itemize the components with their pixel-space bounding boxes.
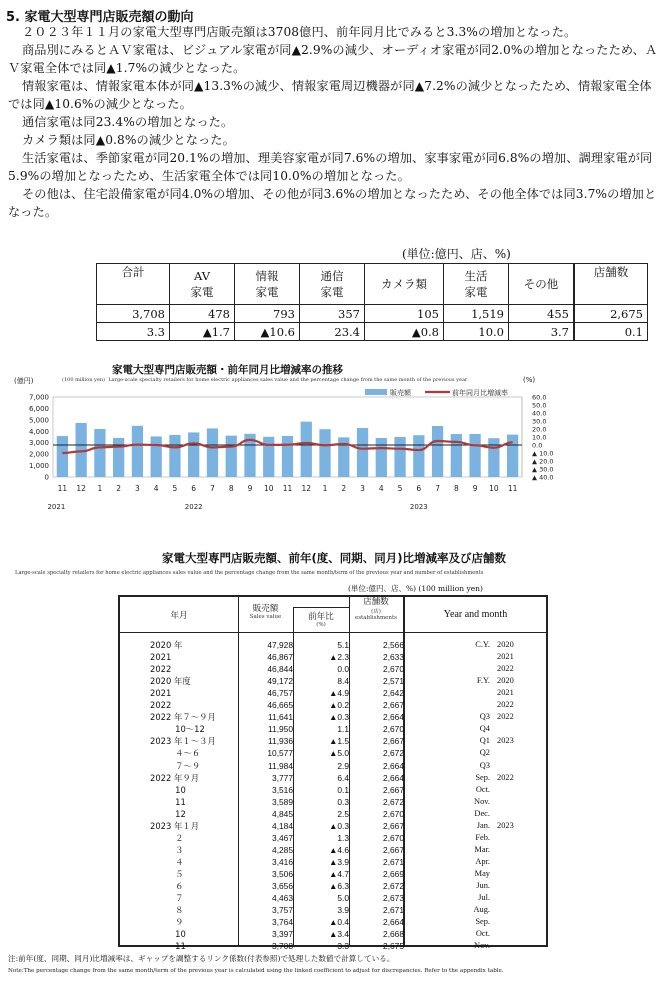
cell-change: 5.0 bbox=[337, 893, 349, 904]
cell-change: ▲4.9 bbox=[329, 688, 349, 699]
cell-period: ５ bbox=[150, 868, 184, 879]
cell-stores: 2,668 bbox=[383, 929, 404, 940]
summary-change: 0.1 bbox=[574, 323, 648, 341]
cell-en-a: Q3 bbox=[479, 760, 490, 770]
cell-sales: 3,589 bbox=[272, 796, 293, 807]
paragraph: ２０２３年１１月の家電大型専門店販売額は3708億円、前年同月比でみると3.3%の増加となった。 bbox=[22, 25, 577, 39]
cell-sales: 3,516 bbox=[272, 784, 293, 795]
cell-period: ２ bbox=[150, 832, 184, 843]
bar bbox=[57, 436, 68, 477]
cell-sales: 3,506 bbox=[272, 868, 293, 879]
cell-stores: 2,670 bbox=[383, 724, 404, 735]
cell-period: ３ bbox=[150, 844, 184, 855]
cell-period: ４ bbox=[150, 856, 184, 867]
cell-sales: 3,777 bbox=[272, 772, 293, 783]
cell-en-b: 2021 bbox=[497, 688, 514, 698]
x-tick-label: 2 bbox=[116, 484, 122, 493]
cell-stores: 2,672 bbox=[383, 748, 404, 759]
y-tick-label: 3,000 bbox=[28, 439, 49, 448]
bar bbox=[113, 438, 124, 477]
cell-change: ▲4.6 bbox=[329, 844, 349, 855]
cell-period: ９ bbox=[150, 917, 184, 928]
year-label: 2021 bbox=[47, 503, 66, 511]
cell-sales: 4,285 bbox=[272, 844, 293, 855]
paragraph: カメラ類は同▲0.8%の減少となった。 bbox=[22, 133, 235, 147]
cell-stores: 2,664 bbox=[383, 772, 404, 783]
cell-sales: 46,757 bbox=[267, 688, 293, 699]
detail-table bbox=[118, 595, 548, 952]
cell-stores: 2,667 bbox=[383, 844, 404, 855]
table-row bbox=[120, 747, 550, 759]
y2-tick-label: 30.0 bbox=[532, 417, 547, 426]
cell-sales: 11,984 bbox=[268, 760, 293, 771]
table-row bbox=[120, 711, 550, 723]
bar bbox=[488, 438, 499, 477]
cell-en-a: Q4 bbox=[479, 724, 490, 734]
x-tick-label: 10 bbox=[489, 484, 499, 493]
paragraph: その他は、住宅設備家電が同4.0%の増加、その他が同3.6%の増加となったため、その他全体では同3.7%の増加となった。 bbox=[8, 187, 657, 219]
chart-y-unit-en: (100 million yen) bbox=[62, 377, 105, 383]
cell-period: 11 bbox=[150, 941, 186, 952]
summary-change: 23.4 bbox=[300, 323, 365, 341]
summary-value: 455 bbox=[509, 305, 575, 323]
cell-period: 2022 bbox=[150, 700, 172, 711]
y-tick-label: 1,000 bbox=[28, 462, 49, 471]
bar bbox=[282, 436, 293, 477]
cell-stores: 2,664 bbox=[383, 760, 404, 771]
cell-stores: 2,667 bbox=[383, 784, 404, 795]
table-row bbox=[120, 820, 550, 832]
x-tick-label: 6 bbox=[416, 484, 422, 493]
y-tick-label: 5,000 bbox=[28, 416, 49, 425]
table-row bbox=[120, 687, 550, 699]
x-tick-label: 5 bbox=[397, 484, 403, 493]
y2-tick-label: ▲ 20.0 bbox=[532, 457, 554, 466]
cell-change: ▲6.3 bbox=[329, 881, 349, 891]
table-row bbox=[120, 723, 550, 735]
cell-stores: 2,670 bbox=[383, 808, 404, 819]
x-tick-label: 9 bbox=[472, 484, 478, 493]
summary-header: 情報 家電 bbox=[235, 264, 300, 305]
summary-change: 10.0 bbox=[444, 323, 509, 341]
bar bbox=[394, 437, 405, 477]
header-stores-unit: (店) bbox=[371, 609, 381, 615]
cell-stores: 2,670 bbox=[383, 832, 404, 843]
chart-y-unit: (億円) bbox=[14, 377, 34, 385]
section-heading: 5. 家電大型専門店販売額の動向 bbox=[6, 10, 194, 25]
table-row bbox=[120, 928, 550, 940]
cell-period: 10 bbox=[150, 784, 186, 795]
summary-change: ▲10.6 bbox=[235, 323, 300, 341]
cell-en-b: 2020 bbox=[497, 676, 514, 686]
table-row bbox=[120, 735, 550, 747]
bar bbox=[151, 436, 162, 477]
bar bbox=[263, 437, 274, 477]
cell-change: 0.3 bbox=[337, 796, 349, 807]
cell-stores: 2,675 bbox=[383, 941, 404, 952]
bar bbox=[319, 429, 330, 477]
cell-period: 2022 年９月 bbox=[150, 772, 200, 783]
summary-change: ▲0.8 bbox=[365, 323, 444, 341]
cell-stores: 2,672 bbox=[383, 796, 404, 807]
cell-period: ８ bbox=[150, 905, 184, 916]
cell-period: 11 bbox=[150, 796, 186, 807]
cell-sales: 3,708 bbox=[272, 941, 293, 952]
table-row bbox=[120, 856, 550, 868]
detail-table-title: 家電大型専門店販売額、前年(度、同期、同月)比増減率及び店舗数 bbox=[161, 551, 506, 565]
cell-en-a: Mar. bbox=[474, 844, 490, 854]
bar bbox=[376, 438, 387, 477]
x-tick-label: 8 bbox=[453, 484, 459, 493]
x-tick-label: 1 bbox=[97, 484, 103, 493]
cell-en-a: May bbox=[474, 868, 490, 878]
summary-header: 生活 家電 bbox=[444, 264, 509, 305]
x-tick-label: 2 bbox=[341, 484, 347, 493]
cell-sales: 11,641 bbox=[268, 712, 293, 723]
paragraph: 生活家電は、季節家電が同20.1%の増加、理美容家電が同7.6%の増加、家事家電が同6.8%の増加、調理家電が同5.9%の増加となったため、生活家電全体では同10.0%の増加となった。 bbox=[8, 151, 653, 183]
cell-en-a: Sep. bbox=[475, 917, 490, 927]
summary-value: 793 bbox=[235, 305, 300, 323]
table-row bbox=[120, 796, 550, 808]
header-stores bbox=[349, 595, 403, 621]
cell-stores: 2,667 bbox=[383, 700, 404, 711]
x-tick-label: 9 bbox=[247, 484, 253, 493]
header-change bbox=[293, 610, 349, 628]
cell-sales: 46,665 bbox=[267, 700, 293, 711]
cell-change: 3.9 bbox=[337, 905, 349, 916]
cell-en-b: 2020 bbox=[497, 640, 514, 649]
table-row bbox=[120, 699, 550, 711]
cell-period: ４～６ bbox=[150, 748, 201, 759]
x-tick-label: 5 bbox=[172, 484, 178, 493]
chart-y2-unit: (%) bbox=[523, 376, 536, 384]
header-change-jp: 前年比 bbox=[308, 612, 334, 622]
x-tick-label: 3 bbox=[135, 484, 140, 493]
table-row bbox=[120, 916, 550, 928]
x-tick-label: 12 bbox=[76, 484, 86, 493]
table-row bbox=[120, 772, 550, 784]
y-tick-label: 7,000 bbox=[28, 393, 49, 402]
cell-period: ６ bbox=[150, 881, 184, 891]
cell-stores: 2,671 bbox=[383, 856, 404, 867]
summary-value: 1,519 bbox=[444, 305, 509, 323]
summary-header: カメラ類 bbox=[365, 264, 444, 305]
y2-tick-label: ▲ 30.0 bbox=[532, 465, 554, 474]
summary-header: 通信 家電 bbox=[300, 264, 365, 305]
cell-en-a: Jun. bbox=[476, 881, 490, 890]
summary-table bbox=[96, 263, 648, 341]
table-row bbox=[120, 639, 550, 651]
bar bbox=[94, 429, 105, 477]
cell-en-b: 2023 bbox=[497, 736, 514, 746]
table-row bbox=[120, 760, 550, 772]
summary-change: 3.7 bbox=[509, 323, 575, 341]
cell-period: 2020 年度 bbox=[150, 676, 191, 687]
cell-change: 3.3 bbox=[337, 941, 349, 952]
summary-value: 357 bbox=[300, 305, 365, 323]
detail-table-unit: (単位:億円、店、%) (100 million yen) bbox=[348, 584, 483, 593]
summary-unit: (単位:億円、店、%) bbox=[402, 247, 511, 261]
cell-stores: 2,669 bbox=[383, 868, 404, 879]
cell-change: 8.4 bbox=[337, 676, 349, 687]
cell-en-a: Oct. bbox=[475, 784, 490, 794]
cell-sales: 3,416 bbox=[272, 856, 293, 867]
x-tick-label: 4 bbox=[378, 484, 384, 493]
cell-en-b: 2021 bbox=[497, 652, 514, 662]
sales-chart bbox=[0, 385, 668, 545]
x-tick-label: 11 bbox=[282, 484, 293, 493]
cell-en-a: C.Y. bbox=[475, 640, 490, 649]
bar bbox=[451, 434, 462, 477]
cell-sales: 46,867 bbox=[267, 652, 293, 663]
y2-tick-label: 10.0 bbox=[532, 433, 547, 442]
table-row bbox=[120, 832, 550, 844]
y2-tick-label: 0.0 bbox=[532, 441, 543, 450]
note-en: Note:The percentage change from the same month/term of the previous year is calculated using the linked coefficient to adjust for discrepancies. Refer to the appendix table. bbox=[8, 968, 504, 974]
bar bbox=[169, 435, 180, 477]
cell-period: 10 bbox=[150, 929, 186, 940]
cell-sales: 11,936 bbox=[268, 736, 293, 747]
summary-value: 105 bbox=[365, 305, 444, 323]
cell-change: ▲5.0 bbox=[329, 748, 349, 759]
table-row bbox=[120, 904, 550, 916]
cell-en-a: Jan. bbox=[476, 820, 490, 830]
legend-bar-label: 販売額 bbox=[390, 389, 411, 397]
bar bbox=[132, 426, 143, 477]
cell-period: 2020 年 bbox=[150, 640, 183, 650]
cell-en-a: Nov. bbox=[474, 941, 490, 951]
bar bbox=[226, 436, 237, 477]
table-row bbox=[120, 663, 550, 675]
y2-tick-label: 60.0 bbox=[532, 393, 547, 402]
x-tick-label: 10 bbox=[263, 484, 274, 493]
cell-stores: 2,633 bbox=[383, 652, 404, 663]
cell-change: 5.1 bbox=[337, 640, 349, 650]
cell-period: ７ bbox=[150, 893, 184, 904]
table-row bbox=[120, 784, 550, 796]
cell-en-a: Dec. bbox=[474, 808, 490, 818]
bar bbox=[413, 435, 424, 477]
header-sales-jp: 販売額 bbox=[252, 604, 279, 614]
bar bbox=[301, 422, 312, 477]
detail-table-subtitle: Large-scale specialty retailers for home electric appliances sales value and the percentage change from the same month/term of the previous year and number of establishments bbox=[15, 570, 484, 576]
header-change-unit: (%) bbox=[316, 622, 326, 628]
cell-sales: 3,757 bbox=[272, 905, 293, 916]
cell-change: ▲3.9 bbox=[329, 856, 349, 867]
cell-en-b: 2022 bbox=[497, 700, 514, 710]
cell-sales: 3,764 bbox=[272, 917, 293, 928]
cell-stores: 2,671 bbox=[383, 905, 404, 916]
cell-en-a: Q3 bbox=[479, 712, 490, 722]
table-row bbox=[120, 675, 550, 687]
summary-change: 3.3 bbox=[97, 323, 170, 341]
header-stores-jp: 店舗数 bbox=[363, 597, 389, 607]
y2-tick-label: 40.0 bbox=[532, 409, 547, 418]
cell-period: 2021 bbox=[150, 652, 172, 663]
y-tick-label: 6,000 bbox=[28, 404, 49, 413]
cell-sales: 3,467 bbox=[272, 832, 293, 843]
x-tick-label: 11 bbox=[507, 484, 518, 493]
bar bbox=[507, 435, 518, 477]
chart-subtitle-text: Large-scale specialty retailers for home electric appliances sales value and the percentage change from the same month of the previous year bbox=[108, 377, 468, 383]
table-row bbox=[120, 880, 550, 892]
cell-en-a: Sep. bbox=[475, 772, 490, 782]
cell-stores: 2,642 bbox=[383, 688, 404, 699]
bar bbox=[432, 426, 443, 477]
header-sales-en: Sales value bbox=[249, 614, 282, 620]
x-tick-label: 8 bbox=[228, 484, 234, 493]
cell-change: ▲0.3 bbox=[329, 712, 349, 723]
cell-change: ▲3.4 bbox=[329, 929, 349, 940]
summary-header: 店舗数 bbox=[574, 264, 648, 305]
chart-subtitle bbox=[62, 377, 467, 383]
cell-stores: 2,673 bbox=[383, 893, 404, 904]
x-tick-label: 6 bbox=[191, 484, 197, 493]
cell-change: ▲0.4 bbox=[329, 917, 349, 928]
cell-change: ▲2.3 bbox=[329, 652, 349, 663]
cell-change: 1.1 bbox=[337, 724, 349, 735]
cell-sales: 4,845 bbox=[272, 808, 293, 819]
cell-period: 2022 年７～９月 bbox=[150, 712, 216, 723]
year-label: 2023 bbox=[409, 503, 428, 511]
cell-change: ▲1.5 bbox=[329, 736, 349, 747]
cell-change: 0.0 bbox=[337, 664, 349, 675]
table-row bbox=[120, 651, 550, 663]
cell-en-a: F.Y. bbox=[476, 676, 490, 686]
y-tick-label: 0 bbox=[44, 473, 49, 482]
summary-value: 2,675 bbox=[574, 305, 648, 323]
cell-stores: 2,664 bbox=[383, 917, 404, 928]
cell-en-b: 2023 bbox=[497, 820, 514, 830]
table-row bbox=[120, 808, 550, 820]
chart-title: 家電大型専門店販売額・前年同月比増減率の推移 bbox=[112, 364, 343, 376]
cell-sales: 4,463 bbox=[272, 893, 293, 904]
cell-en-a: Feb. bbox=[475, 832, 490, 842]
cell-en-a: Jul. bbox=[478, 893, 490, 903]
cell-stores: 2,667 bbox=[383, 736, 404, 747]
cell-change: 0.1 bbox=[337, 784, 349, 795]
bar bbox=[207, 428, 218, 477]
y-tick-label: 2,000 bbox=[28, 450, 49, 459]
summary-header: その他 bbox=[509, 264, 575, 305]
cell-en-b: 2022 bbox=[497, 712, 514, 722]
x-tick-label: 1 bbox=[322, 484, 328, 493]
cell-stores: 2,566 bbox=[383, 640, 404, 650]
cell-sales: 46,844 bbox=[267, 664, 293, 675]
cell-change: ▲4.7 bbox=[329, 868, 349, 879]
cell-sales: 47,928 bbox=[267, 640, 293, 650]
summary-value: 478 bbox=[170, 305, 235, 323]
cell-sales: 3,656 bbox=[272, 881, 293, 891]
note-jp: 注:前年(度、同期、同月)比増減率は、ギャップを調整するリンク係数(付表参照)で処理した数値で計算している。 bbox=[8, 954, 395, 963]
bar bbox=[469, 434, 480, 477]
summary-change: ▲1.7 bbox=[170, 323, 235, 341]
x-tick-label: 11 bbox=[57, 484, 68, 493]
cell-stores: 2,571 bbox=[383, 676, 404, 687]
y2-tick-label: 20.0 bbox=[532, 425, 547, 434]
paragraph: 情報家電は、情報家電本体が同▲13.3%の減少、情報家電周辺機器が同▲7.2%の減少となったため、情報家電全体では同▲10.6%の減少となった。 bbox=[8, 79, 652, 111]
bar bbox=[357, 428, 368, 477]
x-tick-label: 12 bbox=[301, 484, 312, 493]
x-tick-label: 7 bbox=[435, 484, 440, 493]
cell-period: 12 bbox=[150, 808, 186, 819]
cell-en-b: 2022 bbox=[497, 772, 514, 782]
table-row bbox=[120, 844, 550, 856]
cell-sales: 11,950 bbox=[268, 724, 293, 735]
paragraph: 商品別にみるとＡＶ家電は、ビジュアル家電が同▲2.9%の減少、オーディオ家電が同2.0%の増加となったため、ＡＶ家電全体では同▲1.7%の減少となった。 bbox=[8, 43, 658, 75]
cell-en-b: 2022 bbox=[497, 664, 514, 674]
cell-change: ▲0.3 bbox=[329, 820, 349, 831]
cell-en-a: Apr. bbox=[475, 856, 490, 866]
cell-en-a: Aug. bbox=[473, 905, 490, 915]
cell-en-a: Q1 bbox=[479, 736, 490, 746]
cell-stores: 2,664 bbox=[383, 712, 404, 723]
cell-en-a: Oct. bbox=[475, 929, 490, 939]
x-tick-label: 4 bbox=[153, 484, 159, 493]
cell-sales: 4,184 bbox=[272, 820, 293, 831]
table-row bbox=[120, 868, 550, 880]
table-row bbox=[120, 892, 550, 904]
summary-header: 合計 bbox=[97, 264, 170, 305]
paragraph: 通信家電は同23.4%の増加となった。 bbox=[22, 115, 234, 129]
summary-value: 3,708 bbox=[97, 305, 170, 323]
header-period-en: Year and month bbox=[443, 609, 508, 620]
x-tick-label: 7 bbox=[210, 484, 215, 493]
y2-tick-label: ▲ 40.0 bbox=[532, 473, 554, 482]
cell-period: 2021 bbox=[150, 688, 172, 699]
summary-header: AV 家電 bbox=[170, 264, 235, 305]
cell-stores: 2,667 bbox=[383, 820, 404, 831]
x-tick-label: 3 bbox=[360, 484, 365, 493]
y-tick-label: 4,000 bbox=[28, 427, 49, 436]
legend-bar-swatch bbox=[365, 389, 387, 395]
cell-period: 2023 年１～３月 bbox=[150, 736, 216, 747]
y2-tick-label: 50.0 bbox=[532, 401, 547, 410]
cell-period: ７～９ bbox=[150, 760, 201, 771]
cell-sales: 49,172 bbox=[267, 676, 293, 687]
year-label: 2022 bbox=[184, 503, 203, 511]
cell-stores: 2,672 bbox=[383, 881, 404, 891]
cell-change: 2.9 bbox=[337, 760, 349, 771]
cell-change: 6.4 bbox=[337, 772, 349, 783]
cell-en-a: Nov. bbox=[474, 796, 490, 806]
bar bbox=[188, 432, 199, 477]
header-sales bbox=[238, 602, 293, 620]
cell-period: 2023 年１月 bbox=[150, 820, 200, 831]
cell-period: 10～12 bbox=[150, 724, 205, 735]
cell-period: 2022 bbox=[150, 664, 172, 675]
cell-sales: 10,577 bbox=[267, 748, 293, 759]
cell-sales: 3,397 bbox=[272, 929, 293, 940]
table-row bbox=[120, 940, 550, 952]
cell-change: ▲0.2 bbox=[329, 700, 349, 711]
header-stores-en: establishments bbox=[354, 615, 397, 621]
cell-change: 2.5 bbox=[337, 808, 349, 819]
legend-line-label: 前年同月比増減率 bbox=[452, 389, 508, 397]
header-period: 年月 bbox=[170, 611, 188, 621]
cell-stores: 2,670 bbox=[383, 664, 404, 675]
y2-tick-label: ▲ 10.0 bbox=[532, 449, 554, 458]
cell-change: 1.3 bbox=[337, 832, 349, 843]
cell-en-a: Q2 bbox=[479, 748, 490, 758]
